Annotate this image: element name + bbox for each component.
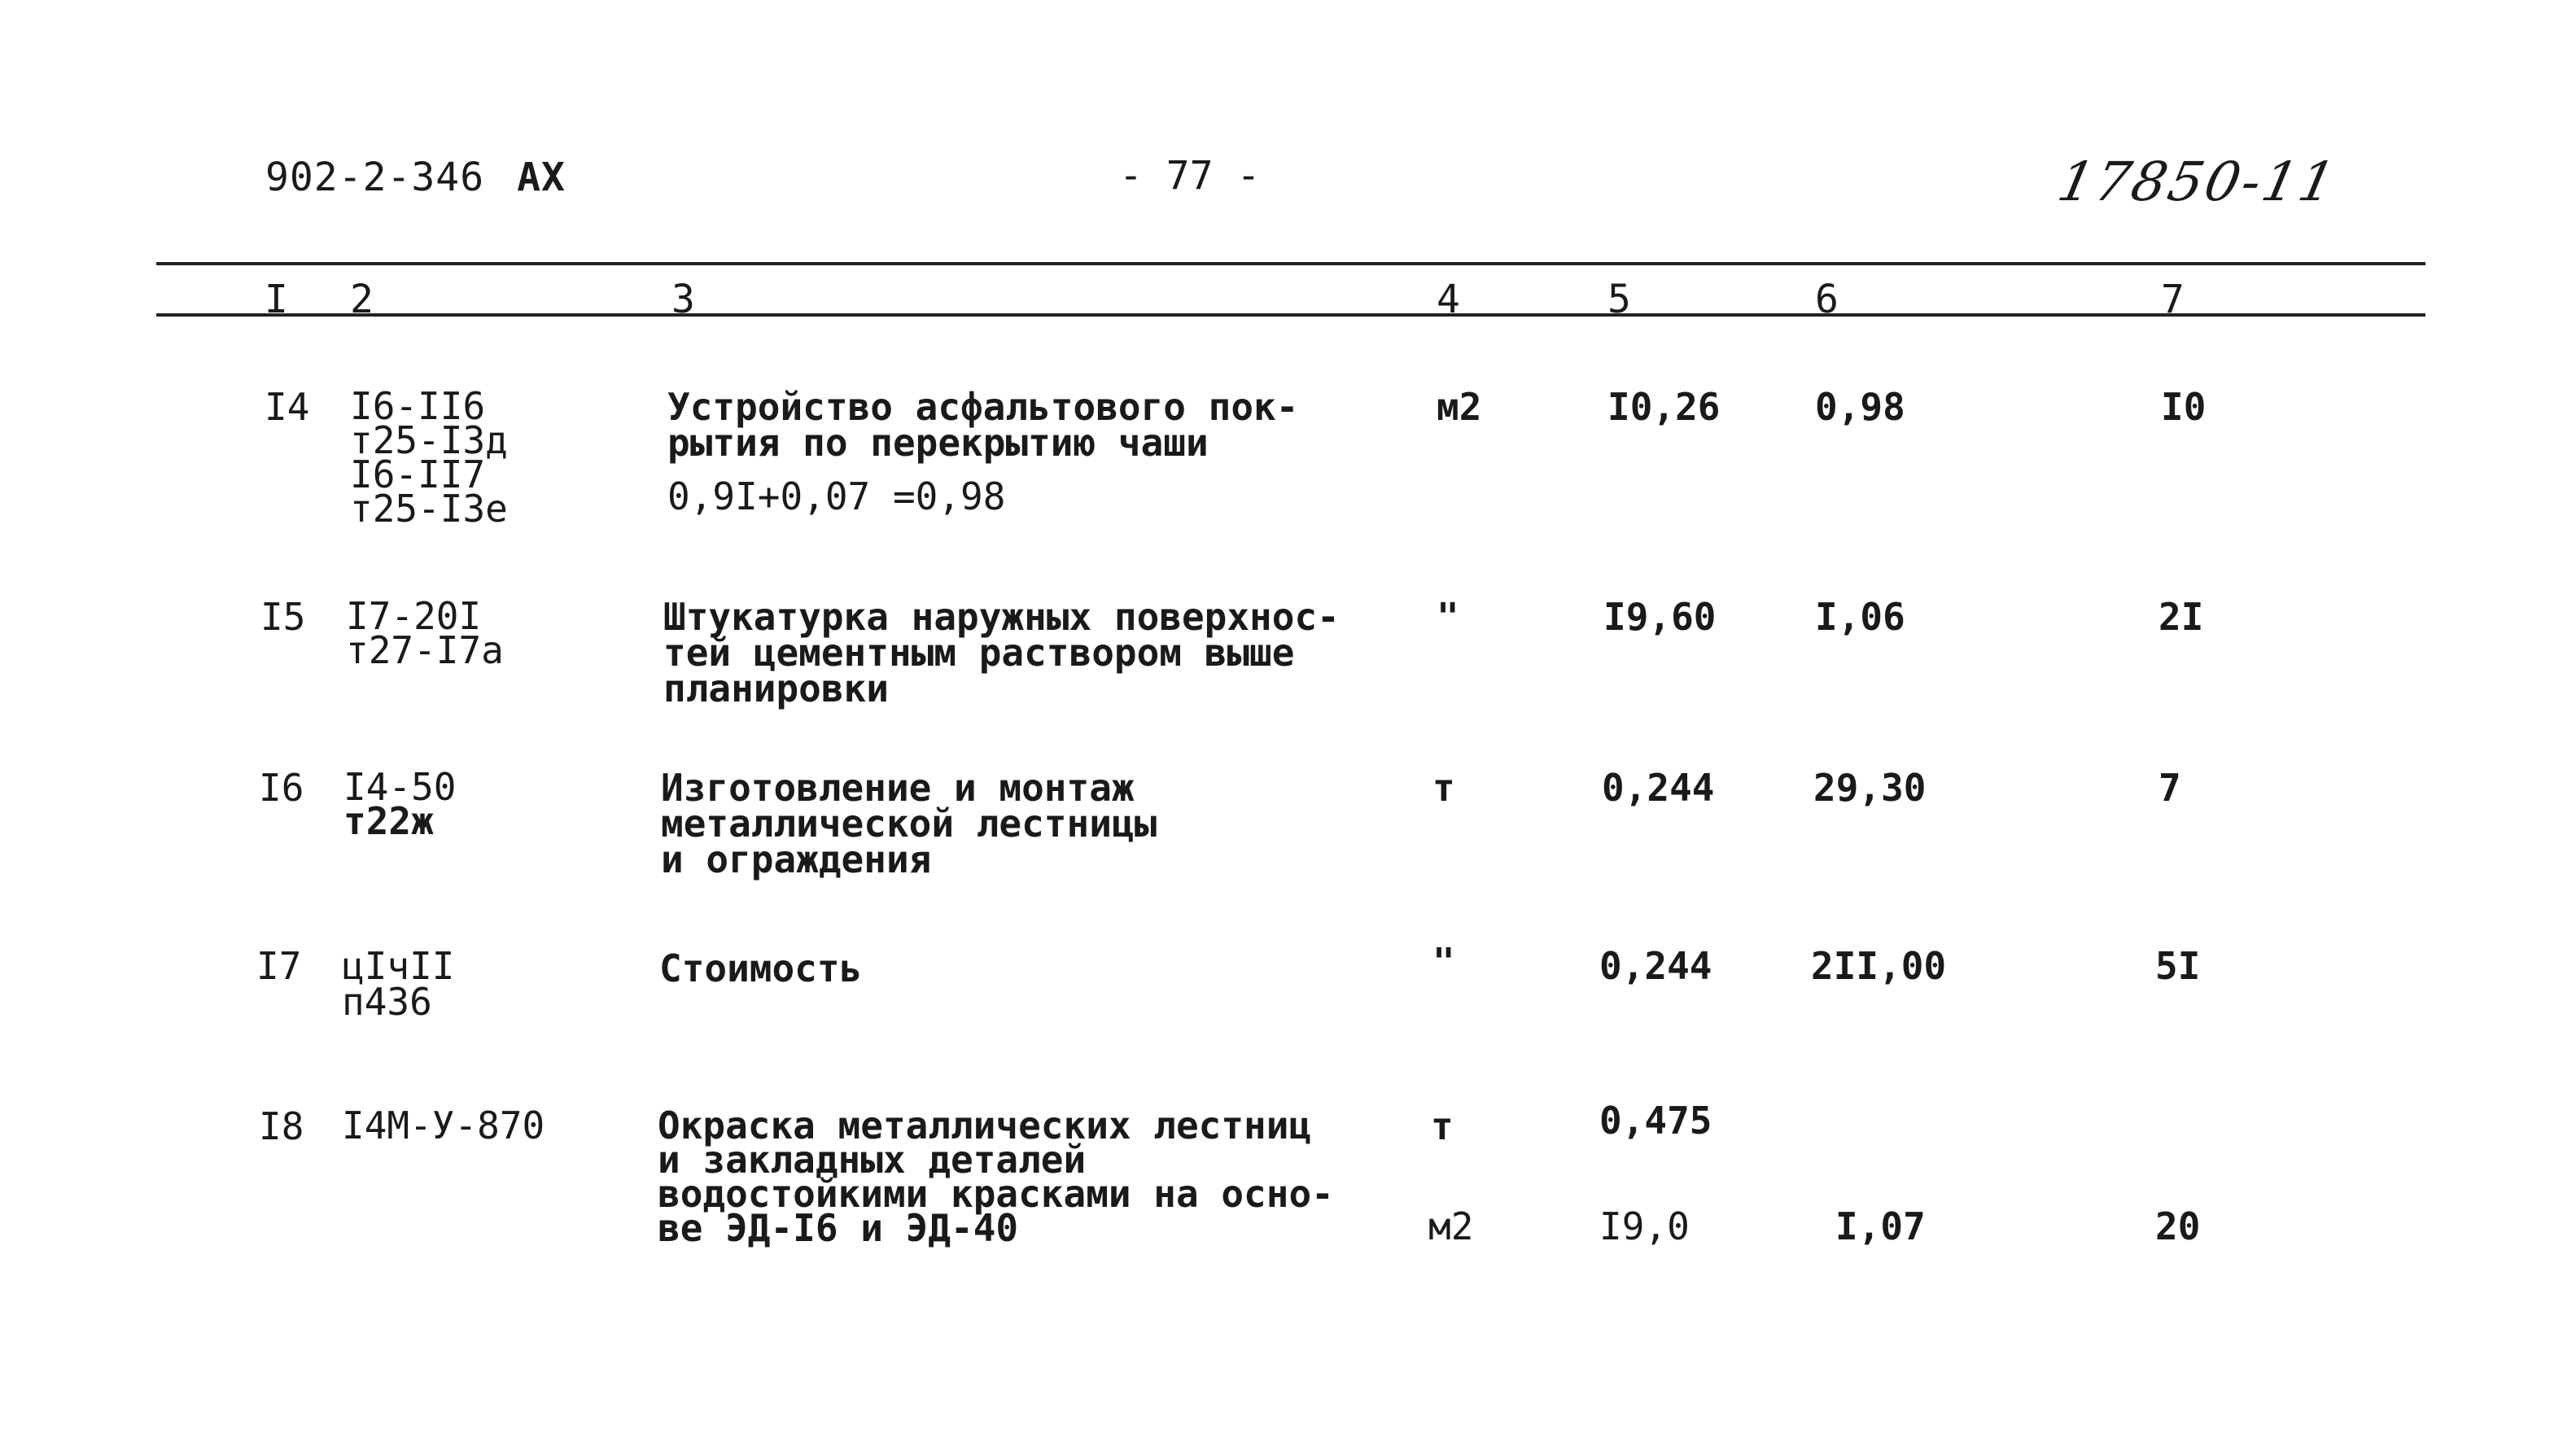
description-line: и ограждения [661, 837, 932, 881]
row-code: т25-I3д [350, 418, 508, 462]
page-number: - 77 - [1119, 153, 1261, 199]
row-code: т27-I7а [346, 628, 504, 672]
row-number: I6 [259, 766, 304, 810]
row-quantity-secondary: I9,0 [1599, 1204, 1690, 1248]
row-codes [350, 384, 508, 531]
document-code-number: 902-2-346 [265, 155, 485, 200]
column-header-7: 7 [2161, 277, 2185, 322]
row-description [661, 766, 1157, 881]
row-code: п436 [342, 980, 432, 1024]
row-total: 7 [2158, 766, 2181, 810]
row-unit-secondary: м2 [1428, 1204, 1474, 1248]
row-description [659, 946, 863, 990]
row-code: цIчII [342, 944, 455, 988]
row-codes [342, 1104, 545, 1147]
row-code: I4-50 [343, 765, 457, 809]
description-line: и закладных деталей [658, 1138, 1087, 1182]
row-total: 2I [2158, 595, 2204, 639]
row-total: 5I [2155, 944, 2201, 988]
description-line: Штукатурка наружных поверхнос- [663, 595, 1340, 639]
row-number: I8 [259, 1104, 304, 1148]
row-code: I6-II7 [350, 452, 486, 496]
row-price: 2II,00 [1811, 944, 1947, 988]
row-quantity: I9,60 [1603, 595, 1717, 639]
row-number: I4 [265, 385, 310, 429]
row-code: I7-20I [346, 594, 482, 638]
row-description [667, 385, 1299, 518]
row-unit: м2 [1437, 385, 1482, 429]
row-codes [346, 594, 504, 672]
description-line: планировки [663, 666, 889, 710]
description-line: рытия по перекрытию чаши [667, 421, 1209, 465]
row-code: I4М-У-870 [342, 1104, 545, 1147]
column-header-3: 3 [671, 277, 695, 322]
row-price: 0,98 [1815, 385, 1905, 429]
row-total: 20 [2155, 1204, 2201, 1248]
row-description [658, 1104, 1334, 1250]
table-top-rule [156, 262, 2425, 265]
row-description [663, 595, 1340, 710]
description-line: водостойкими красками на осно- [658, 1172, 1334, 1216]
row-price: I,06 [1815, 595, 1905, 639]
row-total: I0 [2161, 385, 2206, 429]
column-header-5: 5 [1607, 277, 1631, 322]
description-line: Стоимость [659, 946, 863, 990]
description-line: Окраска металлических лестниц [658, 1104, 1312, 1147]
column-header-2: 2 [350, 277, 374, 322]
description-line: Изготовление и монтаж [661, 766, 1135, 810]
row-price: I,07 [1835, 1204, 1926, 1248]
row-unit: т [1431, 1104, 1454, 1148]
description-line: Устройство асфальтового пок- [667, 385, 1299, 429]
row-quantity: 0,244 [1599, 944, 1712, 988]
table-header-rule [156, 313, 2425, 317]
row-quantity: 0,244 [1602, 766, 1715, 810]
row-quantity: 0,475 [1599, 1099, 1712, 1143]
description-line: металлической лестницы [661, 802, 1157, 846]
document-code [265, 155, 566, 200]
row-number: I7 [256, 944, 302, 988]
description-formula: 0,9I+0,07 =0,98 [667, 474, 1006, 518]
handwritten-number: 17850-11 [2052, 151, 2343, 213]
row-unit: " [1437, 595, 1459, 639]
row-codes [343, 765, 457, 843]
column-header-1: I [265, 277, 288, 322]
row-quantity: I0,26 [1607, 385, 1721, 429]
row-price: 29,30 [1813, 766, 1927, 810]
row-code: т25-I3е [350, 487, 508, 531]
row-unit: т [1432, 766, 1455, 810]
column-header-4: 4 [1437, 277, 1460, 322]
document-code-suffix: АХ [517, 155, 566, 200]
column-header-6: 6 [1815, 277, 1839, 322]
row-number: I5 [260, 595, 306, 639]
row-code: I6-II6 [350, 384, 486, 428]
description-line: ве ЭД-I6 и ЭД-40 [658, 1206, 1019, 1250]
row-unit: " [1432, 940, 1455, 984]
row-code: т22ж [343, 799, 434, 843]
description-line: тей цементным раствором выше [663, 631, 1295, 675]
row-codes [342, 944, 455, 1024]
